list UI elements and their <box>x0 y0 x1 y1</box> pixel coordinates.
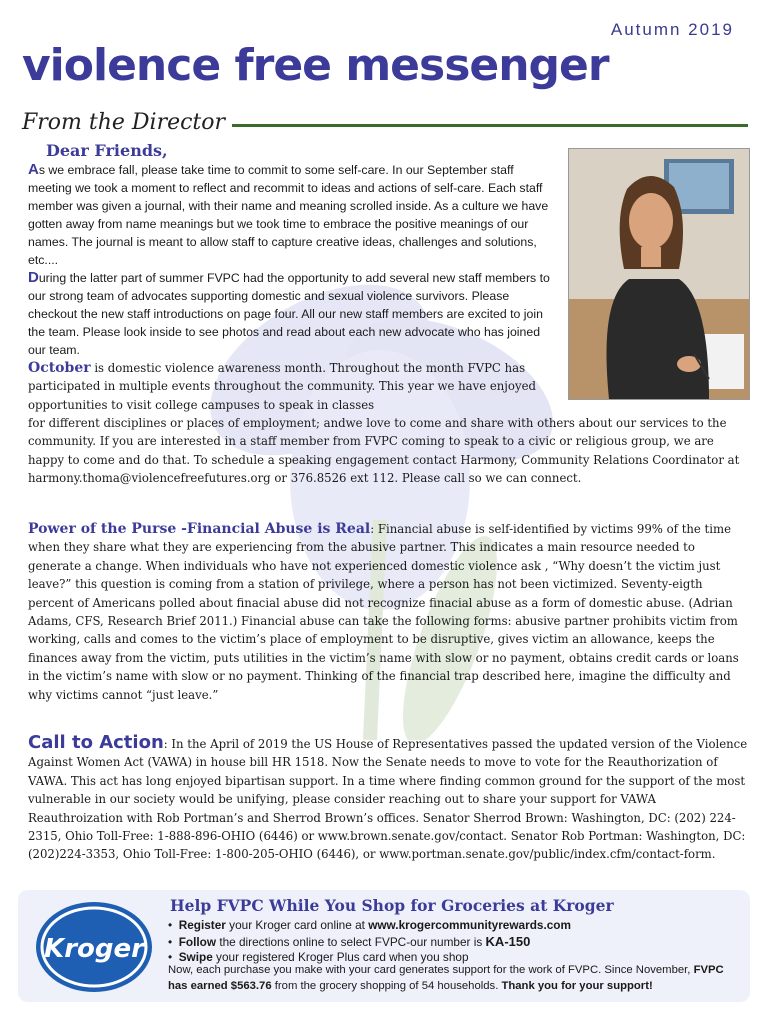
director-photo <box>568 148 750 400</box>
issue-season: Autumn 2019 <box>610 20 734 39</box>
section-title: From the Director <box>22 110 226 135</box>
step-keyword: Follow <box>178 934 217 949</box>
step-text: your registered Kroger Plus card when you shop <box>212 950 469 964</box>
note-text: from the grocery shopping of 54 households. <box>271 979 502 992</box>
kroger-title: Help FVPC While You Shop for Groceries at Kroger <box>170 896 614 915</box>
masthead-title: violence free messenger <box>22 40 609 91</box>
paragraph-text: s we embrace fall, please take time to commit to some self-care. In our September staff meeting we took a moment to reflect and recommit to ideas and actions of self-care. Each staff member was given a journal, with their name and meaning scrolled inside. As a culture we have gotten away from name meanings but we took time to embrace the positive meanings of our names. The journal is meant to allow staff to capture creative ideas, challenges and solutions, etc.... <box>28 163 549 267</box>
step-text: the directions online to select FVPC-our number is <box>216 934 486 949</box>
drop-cap: D <box>28 269 39 286</box>
kroger-note <box>168 963 738 994</box>
note-text: Now, each purchase you make with your card generates support for the work of FVPC. Since November, <box>168 964 694 976</box>
kroger-steps <box>168 918 571 966</box>
thank-you-text: Thank you for your support! <box>501 979 653 992</box>
director-paragraph-2 <box>28 269 558 359</box>
october-paragraph-continued: for different disciplines or places of employment; andwe love to come and share with others about our services to the community. If you are interested in a staff member from FVPC coming to speak to a civic or religious group, we are happy to come and do that. To schedule a speaking engagement contact Harmony, Community Relations Coordinator at harmony.thoma@violencefreefutures.org or 376.8526 ext 112. Please call so we can connect. <box>28 416 740 486</box>
kroger-rewards-link[interactable]: www.krogercommunityrewards.com <box>368 918 571 932</box>
director-paragraph-1 <box>28 161 558 269</box>
october-paragraph <box>28 359 568 414</box>
logo-wordmark: Kroger <box>44 934 144 964</box>
director-section-header <box>22 110 748 140</box>
drop-cap: A <box>28 161 39 178</box>
paragraph-text: uring the latter part of summer FVPC had the opportunity to add several new staff members to our strong team of advocates supporting domestic and sexual violence survivors. Please checkout the new staff introductions on page four. All our new staff members are excited to join the team. Please look inside to see photos and read about each new advocate who has joined our team. <box>28 271 550 357</box>
kroger-logo <box>34 900 154 995</box>
kroger-rewards-panel <box>18 890 750 1002</box>
fvpc-number: KA-150 <box>485 933 531 949</box>
article-text: : Financial abuse is self-identified by victims 99% of the time when they share what they are experiencing from the abusive partner. This indicates a main resource needed to generate a change. When individuals who have not experienced domestic violence ask , “Why doesn’t the victim just leave?” this question is coming from a station of privilege, where a person has not been victimized. Seventy-eigth percent of Americans polled about finacial abuse did not recognize finacial abuse as a form of domestic abuse. (Adrian Adams, CFS, Research Brief 2011.) Financial abuse can take the following forms: abusive partner prohibits victim from working, calls and comes to the victim’s place of employment to be disruptive, gives victim an allowance, keeps the finances away from the victim, puts utilities in the victim’s name with slow or no payment, obtains credit cards or loans in the victim’s name with slow or no payment. Thinking of the financial trap described here, imagine the difficulty and why victims cannot “just leave.” <box>28 522 739 702</box>
greeting: Dear Friends, <box>46 141 168 160</box>
list-item: • Register your Kroger card online at www.krogercommunityrewards.com <box>168 918 571 932</box>
step-keyword: Register <box>178 918 226 932</box>
october-lead: October <box>28 360 91 376</box>
article-heading: Call to Action <box>28 732 164 753</box>
paragraph-text: is domestic violence awareness month. Throughout the month FVPC has participated in multiple events throughout the community. This year we have enjoyed opportunities to visit college campuses to speak in classes <box>28 361 536 412</box>
article-text: : In the April of 2019 the US House of Representatives passed the updated version of the Violence Against Women Act (VAWA) in house bill HR 1518. Now the Senate needs to move to vote for the Reauthorization of VAWA. This act has long enjoyed bipartisan support. In a time where finding common ground for the support of the most vulnerable in our society would be unifying, please consider reaching out to share your support for VAWA Reauthroization with Rob Portman’s and Sherrod Brown’s offices. Senator Sherrod Brown: Washington, DC: (202) 224-2315, Ohio Toll-Free: 1-888-896-OHIO (6446) or www.brown.senate.gov/contact. Senator Rob Portman: Washington, DC: (202)224-3353, Ohio Toll-Free: 1-800-205-OHIO (6446), or www.portman.senate.gov/public/index.cfm/contact-form. <box>28 737 748 862</box>
earned-amount: FVPC has earned $563.76 <box>168 964 724 992</box>
call-to-action-article <box>28 734 750 864</box>
section-rule <box>232 124 748 127</box>
financial-abuse-article <box>28 520 750 704</box>
step-text: your Kroger card online at <box>225 918 369 932</box>
list-item: • Follow the directions online to select FVPC-our number is KA-150 <box>168 933 531 949</box>
article-heading: Power of the Purse -Financial Abuse is Real <box>28 521 371 537</box>
step-keyword: Swipe <box>178 950 213 964</box>
list-item: • Swipe your registered Kroger Plus card when you shop <box>168 950 469 964</box>
